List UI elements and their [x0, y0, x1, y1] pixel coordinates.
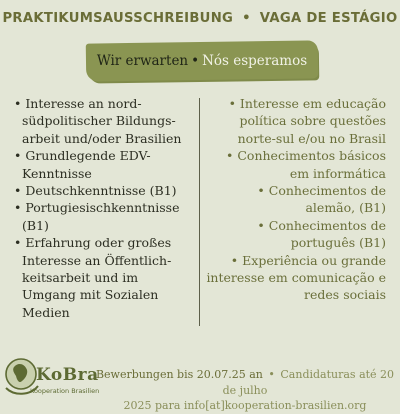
requirement-pt-5: • Experiência ou grande interesse em comunicação e redes sociais — [206, 252, 386, 303]
column-divider — [199, 98, 200, 326]
banner-separator: • — [191, 53, 200, 69]
title-separator: • — [242, 11, 251, 26]
requirements-portuguese — [204, 95, 386, 304]
requirement-de-5: • Erfahrung oder großes Interesse an Öffentlich-keitsarbeit und im Umgang mit Sozialen Medien — [14, 235, 172, 320]
requirement-pt-2: • Conhecimentos básicos em informática — [226, 148, 386, 181]
banner-german: Wir erwarten — [96, 53, 189, 69]
requirement-de-1: • Interesse an nord-südpolitischer Bildungs-arbeit und/oder Brasilien — [14, 96, 182, 146]
requirement-de-3: • Deutschkenntnisse (B1) — [14, 183, 177, 199]
footer-separator: • — [268, 368, 275, 381]
requirement-pt-1: • Interesse em educação política sobre questões norte-sul e/ou no Brasil — [228, 96, 386, 146]
section-banner — [86, 42, 318, 80]
application-footer — [95, 367, 395, 414]
page-title — [0, 11, 400, 26]
title-portuguese: VAGA DE ESTÁGIO — [259, 11, 398, 26]
logo-subtitle: Kooperation Brasilien — [30, 387, 100, 395]
requirement-pt-3: • Conhecimentos de alemão, (B1) — [257, 183, 386, 216]
banner-portuguese: Nós esperamos — [202, 53, 308, 69]
footer-contact-email: 2025 para info[at]kooperation-brasilien.org — [123, 399, 367, 412]
requirements-german — [14, 95, 196, 321]
requirement-de-4: • Portugiesischkenntnisse (B1) — [14, 200, 180, 233]
footer-deadline-german: Bewerbungen bis 20.07.25 an — [95, 368, 263, 381]
requirement-pt-4: • Conhecimentos de português (B1) — [257, 217, 386, 251]
footer-deadline-portuguese: Candidaturas até 20 de julho — [222, 368, 395, 397]
requirement-de-2: • Grundlegende EDV-Kenntnisse — [14, 148, 151, 181]
title-german: PRAKTIKUMSAUSSCHREIBUNG — [2, 11, 234, 26]
logo-wordmark: KoBra — [36, 365, 99, 385]
footer-line-1 — [95, 367, 395, 398]
